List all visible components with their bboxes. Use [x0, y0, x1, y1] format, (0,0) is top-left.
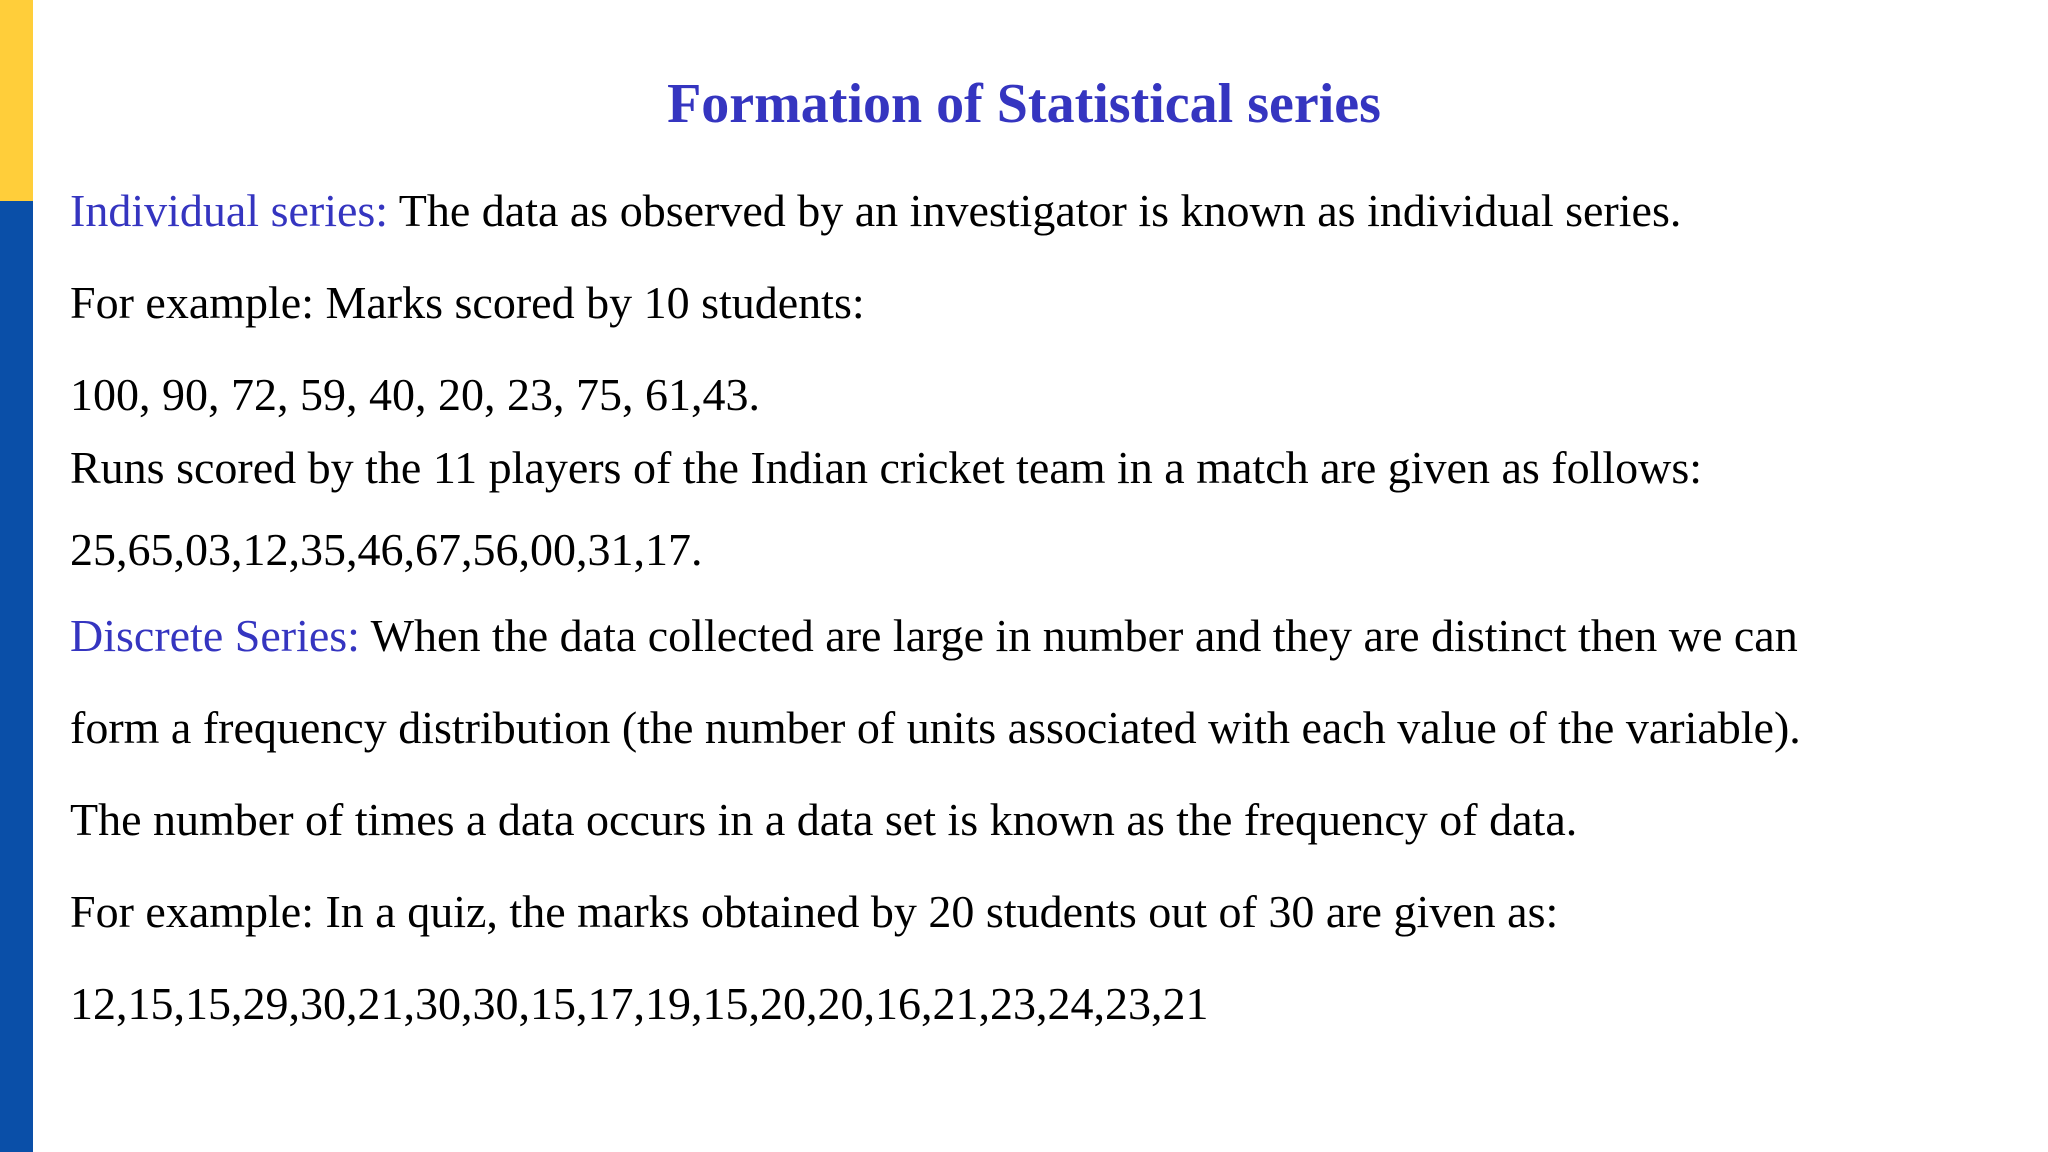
discrete-definition-line2: form a frequency distribution (the number of units associated with each value of the variable). [70, 702, 1801, 753]
individual-marks-values: 100, 90, 72, 59, 40, 20, 23, 75, 61,43. [70, 369, 760, 420]
accent-bar-blue [0, 201, 33, 1152]
individual-example-intro: For example: Marks scored by 10 students: [70, 277, 865, 328]
discrete-series-term: Discrete Series: [70, 610, 360, 661]
individual-series-term: Individual series: [70, 185, 389, 236]
individual-series-definition [70, 183, 1681, 239]
slide-title: Formation of Statistical series [667, 73, 1381, 135]
runs-intro: Runs scored by the 11 players of the Indian cricket team in a match are given as follows: [70, 442, 1703, 493]
discrete-marks-values: 12,15,15,29,30,21,30,30,15,17,19,15,20,20,16,21,23,24,23,21 [70, 978, 1209, 1029]
discrete-series-definition [70, 608, 1798, 664]
individual-series-definition-text: The data as observed by an investigator is known as individual series. [388, 185, 1682, 236]
frequency-definition: The number of times a data occurs in a data set is known as the frequency of data. [70, 794, 1578, 845]
accent-bar [0, 0, 33, 1152]
runs-values: 25,65,03,12,35,46,67,56,00,31,17. [70, 524, 703, 575]
discrete-example-intro: For example: In a quiz, the marks obtained by 20 students out of 30 are given as: [70, 886, 1559, 937]
discrete-series-definition-text: When the data collected are large in number and they are distinct then we can [359, 610, 1798, 661]
